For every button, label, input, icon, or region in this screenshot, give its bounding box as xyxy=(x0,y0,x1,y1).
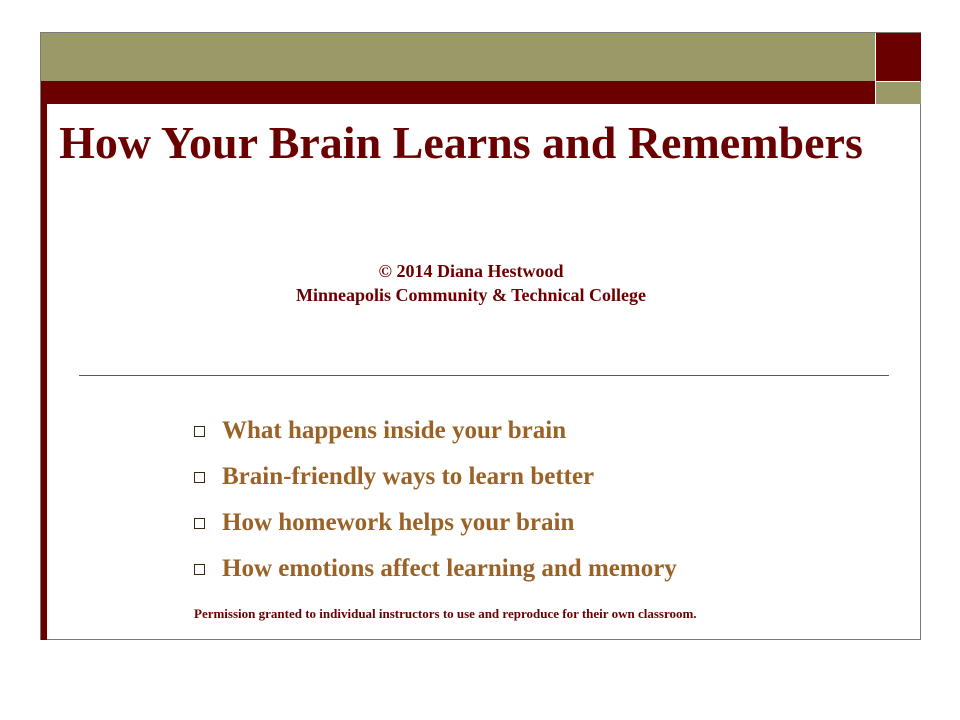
copyright-line: © 2014 Diana Hestwood xyxy=(378,261,564,281)
bullet-list xyxy=(194,408,677,592)
bullet-text: What happens inside your brain xyxy=(222,417,567,444)
left-accent-stripe xyxy=(41,104,47,640)
header-maroon-bar xyxy=(41,81,875,104)
slide xyxy=(40,32,921,640)
list-item xyxy=(194,546,677,592)
square-bullet-icon xyxy=(194,426,205,437)
slide-subtitle xyxy=(51,259,891,307)
corner-olive-square xyxy=(876,82,921,104)
list-item xyxy=(194,500,677,546)
institution-line: Minneapolis Community & Technical College xyxy=(295,285,646,305)
square-bullet-icon xyxy=(194,518,205,529)
permission-note: Permission granted to individual instructors to use and reproduce for their own classroom. xyxy=(194,606,697,621)
square-bullet-icon xyxy=(194,472,205,483)
list-item xyxy=(194,408,677,454)
bullet-text: How emotions affect learning and memory xyxy=(222,555,677,582)
square-bullet-icon xyxy=(194,564,205,575)
divider-line xyxy=(79,375,889,376)
corner-maroon-square xyxy=(876,33,921,81)
bullet-text: How homework helps your brain xyxy=(222,509,575,536)
header-olive-band xyxy=(41,33,875,81)
bullet-text: Brain-friendly ways to learn better xyxy=(222,463,595,490)
list-item xyxy=(194,454,677,500)
slide-title: How Your Brain Learns and Remembers xyxy=(59,117,863,168)
